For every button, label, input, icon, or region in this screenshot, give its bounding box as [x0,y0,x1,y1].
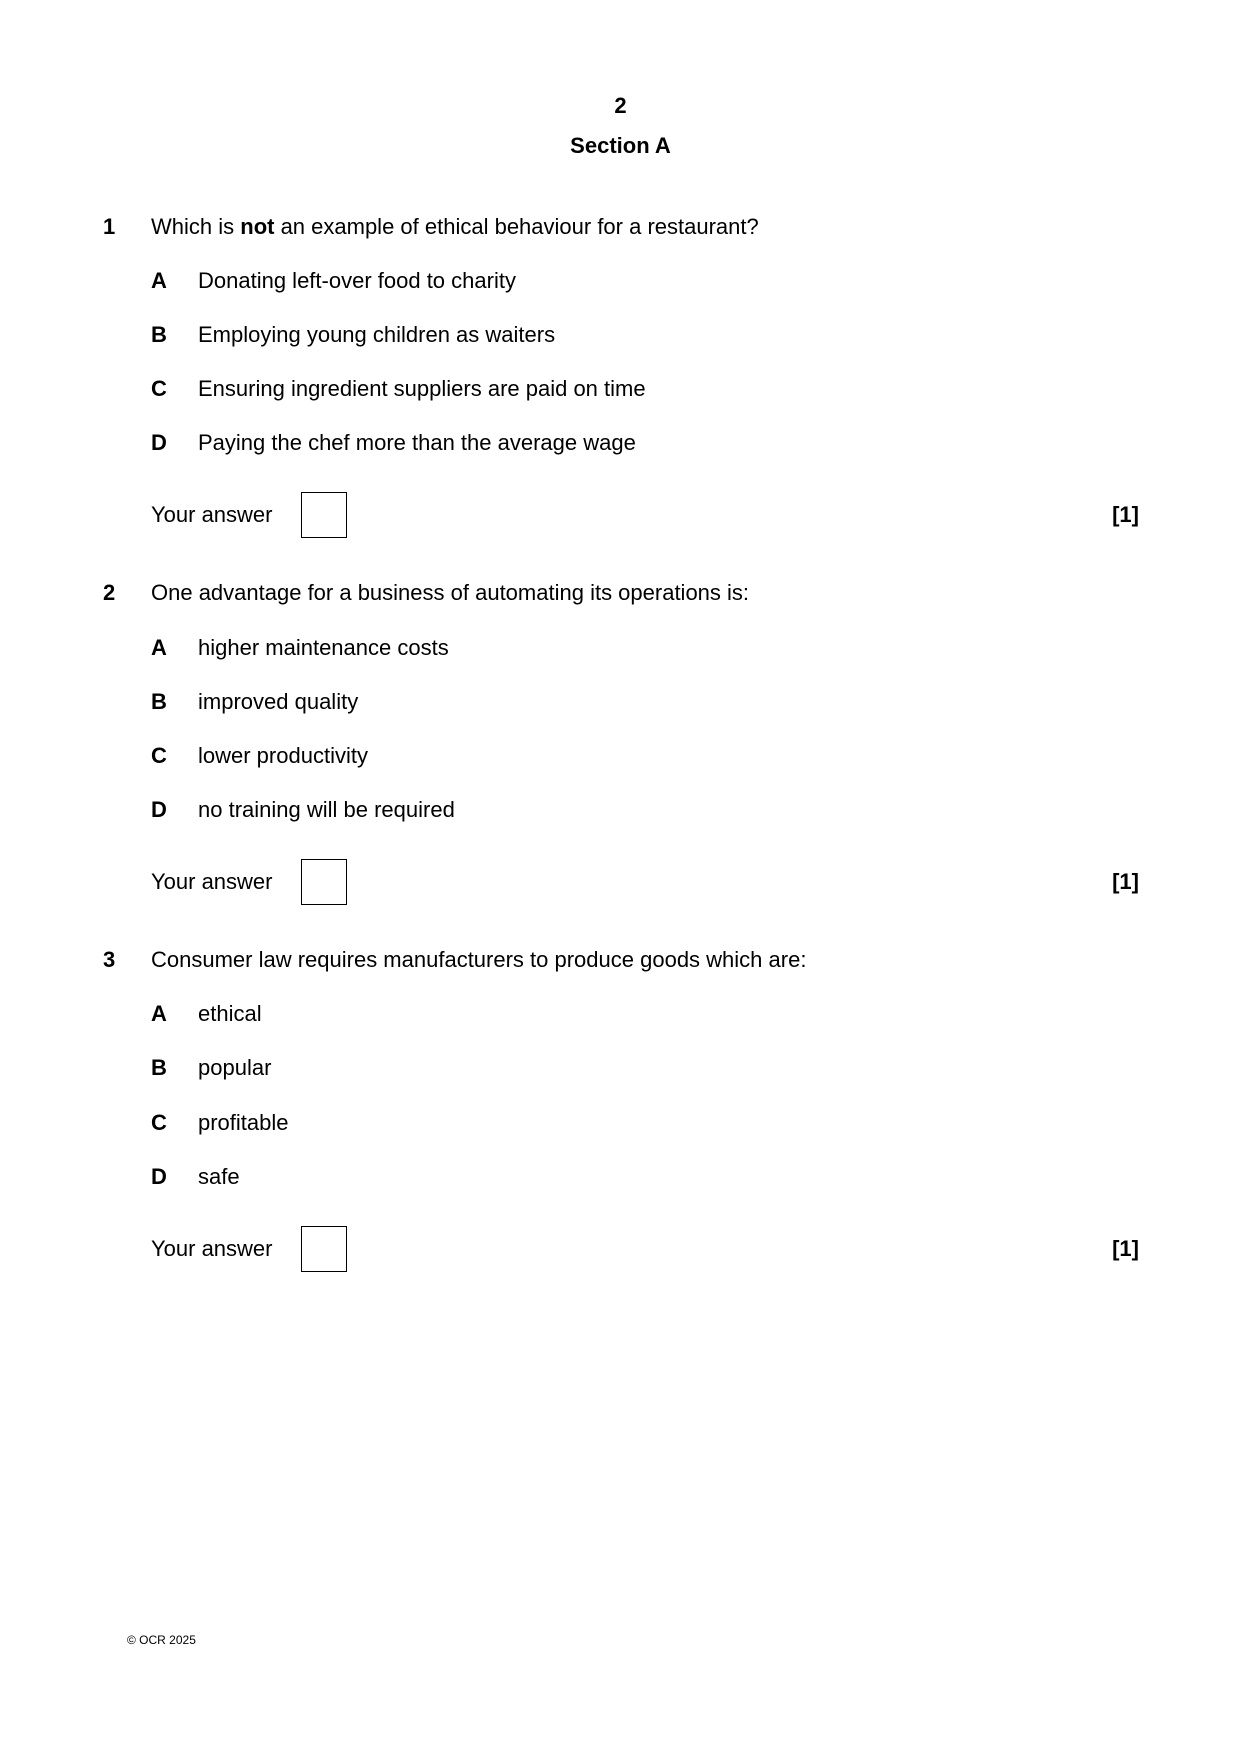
stem-emphasis: not [240,214,275,239]
option-d [151,1164,1051,1190]
option-text: popular [198,1055,272,1080]
answer-box[interactable] [301,492,347,538]
option-letter: D [151,1164,167,1189]
option-letter: C [151,1110,167,1135]
question-number: 1 [103,214,116,239]
option-text: profitable [198,1110,289,1135]
option-text: Ensuring ingredient suppliers are paid on time [198,376,646,401]
question-number: 2 [103,580,116,605]
option-b [151,689,1051,715]
option-text: Paying the chef more than the average wage [198,430,636,455]
option-c [151,376,1051,402]
stem-text: Which is [151,214,241,239]
question-stem [151,214,759,240]
option-a [151,1001,1051,1027]
option-letter: B [151,689,167,714]
option-text: Donating left-over food to charity [198,268,516,293]
copyright-footer: © OCR 2025 [127,1633,196,1647]
answer-label: Your answer [151,1236,273,1261]
stem-text: an example of ethical behaviour for a restaurant? [274,214,759,239]
option-text: no training will be required [198,797,455,822]
page-number: 2 [614,93,627,118]
option-letter: C [151,743,167,768]
option-letter: A [151,268,167,293]
stem-text: Consumer law requires manufacturers to produce goods which are: [151,947,807,972]
question-stem [151,947,806,973]
question-2 [0,580,1241,900]
stem-text: One advantage for a business of automating its operations is: [151,580,750,605]
option-c [151,743,1051,769]
option-letter: D [151,797,167,822]
answer-row [0,859,1241,907]
answer-label: Your answer [151,502,273,527]
option-text: higher maintenance costs [198,635,449,660]
option-text: Employing young children as waiters [198,322,556,347]
answer-row [0,1226,1241,1274]
option-letter: A [151,635,167,660]
option-text: improved quality [198,689,359,714]
option-a [151,268,1051,294]
question-number: 3 [103,947,116,972]
option-text: safe [198,1164,240,1189]
marks-label: [1] [1112,869,1139,894]
marks-label: [1] [1112,502,1139,527]
option-c [151,1110,1051,1136]
option-text: lower productivity [198,743,368,768]
answer-row [0,492,1241,540]
option-b [151,322,1051,348]
section-title: Section A [570,133,671,158]
question-3 [0,947,1241,1267]
option-letter: D [151,430,167,455]
option-d [151,797,1051,823]
option-letter: B [151,1055,167,1080]
marks-label: [1] [1112,1236,1139,1261]
option-text: ethical [198,1001,262,1026]
answer-box[interactable] [301,859,347,905]
answer-box[interactable] [301,1226,347,1272]
answer-label: Your answer [151,869,273,894]
question-1 [0,214,1241,534]
option-d [151,430,1051,456]
option-b [151,1055,1051,1081]
option-letter: A [151,1001,167,1026]
option-letter: B [151,322,167,347]
option-letter: C [151,376,167,401]
question-stem [151,580,749,606]
option-a [151,635,1051,661]
